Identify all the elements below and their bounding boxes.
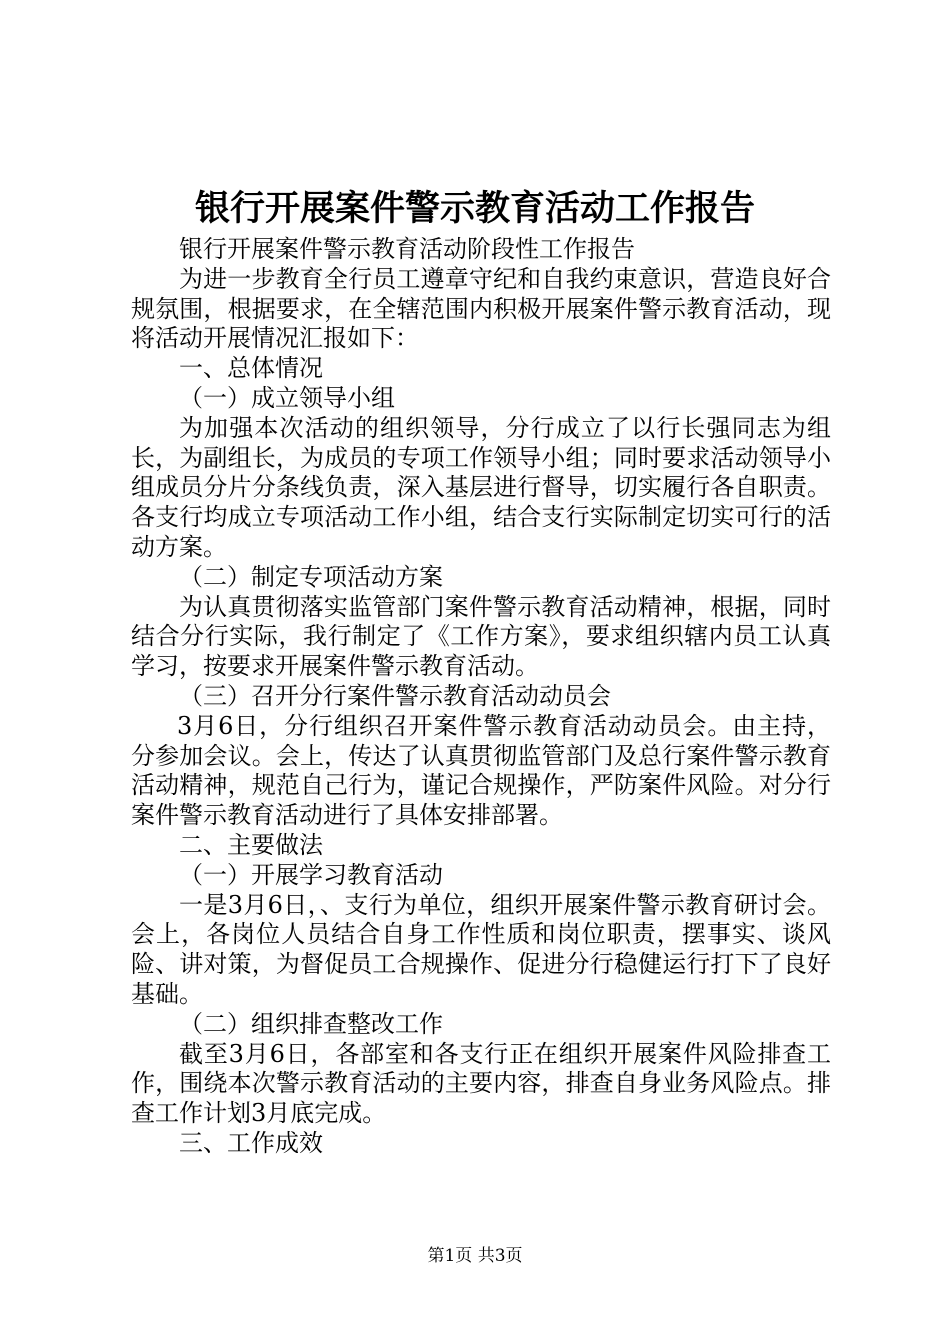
document-title: 银行开展案件警示教育活动工作报告 [194, 188, 755, 229]
body-paragraph: 为加强本次活动的组织领导，分行成立了以行长强同志为组长，为副组长，为成员的专项工作领导小组；同时要求活动领导小组成员分片分条线负责，深入基层进行督导，切实履行各自职责。各支行均成立专项活动工作小组，结合支行实际制定切实可行的活动方案。 [131, 413, 831, 561]
subsection-heading-1-2: （二）制定专项活动方案 [179, 562, 443, 591]
subtitle-paragraph: 银行开展案件警示教育活动阶段性工作报告 [179, 235, 635, 263]
body-paragraph: 截至3月6日，各部室和各支行正在组织开展案件风险排查工作，围绕本次警示教育活动的主要内容，排查自身业务风险点。排查工作计划3月底完成。 [131, 1039, 831, 1128]
intro-paragraph: 为进一步教育全行员工遵章守纪和自我约束意识，营造良好合规氛围，根据要求，在全辖范围内积极开展案件警示教育活动，现将活动开展情况汇报如下： [131, 264, 831, 353]
section-heading-3: 三、工作成效 [179, 1128, 323, 1157]
subsection-heading-1-3: （三）召开分行案件警示教育活动动员会 [179, 681, 611, 710]
page-footer: 第1页 共3页 [427, 1246, 523, 1266]
subsection-heading-1-1: （一）成立领导小组 [179, 383, 395, 412]
body-paragraph: 3月6日，分行组织召开案件警示教育活动动员会。由主持，分参加会议。会上，传达了认真贯彻监管部门及总行案件警示教育活动精神，规范自己行为，谨记合规操作，严防案件风险。对分行案件警示教育活动进行了具体安排部署。 [131, 711, 831, 830]
document-body [131, 235, 831, 1159]
body-paragraph: 一是3月6日，、支行为单位，组织开展案件警示教育研讨会。会上，各岗位人员结合自身工作性质和岗位职责，摆事实、谈风险、讲对策，为督促员工合规操作、促进分行稳健运行打下了良好基础。 [131, 890, 831, 1008]
section-heading-1: 一、总体情况 [179, 354, 323, 383]
subsection-heading-2-1: （一）开展学习教育活动 [179, 860, 443, 889]
body-paragraph: 为认真贯彻落实监管部门案件警示教育活动精神，根据，同时结合分行实际，我行制定了《工作方案》，要求组织辖内员工认真学习，按要求开展案件警示教育活动。 [131, 592, 831, 681]
section-heading-2: 二、主要做法 [179, 830, 323, 859]
subsection-heading-2-2: （二）组织排查整改工作 [179, 1009, 443, 1038]
